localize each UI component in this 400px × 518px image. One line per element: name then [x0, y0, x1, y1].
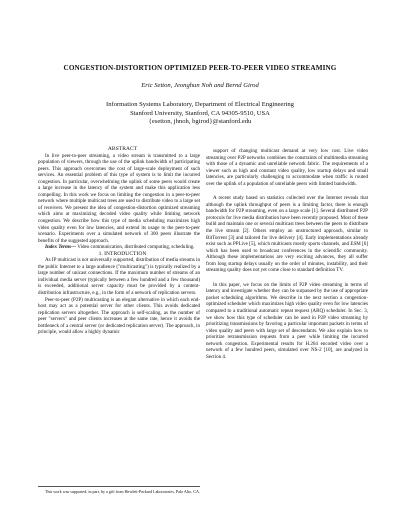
intro-paragraph-1: As IP multicast is not universally supported, distribution of media streams in the public Internet to a large audience ("multicasting") is typically realized by a large number of unicast connections. If the maximum number of streams of an individual media server (typically between a few hundred and a few thousand) is exceeded, additional server capacity must be provided by a content-distribution infrastructure, e.g., in the form of a network of replication servers.	[38, 257, 200, 297]
intro-paragraph-2: Peer-to-peer (P2P) multicasting is an elegant alternative in which each end-host may act as a potential server for other clients. This avoids dedicated replication servers altogether. The approach is self-scaling, as the number of peer "servers" and peer clients increases at the same rate, hence it avoids the bottleneck of a central server (or dedicated replication server). The approach, in principle, would allow a highly dynamic	[38, 296, 200, 336]
index-terms	[38, 244, 200, 251]
affiliation-line-1: Information Systems Laboratory, Department of Electrical Engineering	[106, 101, 294, 108]
intro-paragraph-3: support of changing multicast demand at very low cost. Live video streaming over P2P networks combines the constraints of multimedia streaming with those of a dynamic and unreliable network fabric. The requirements of a viewer such as high and constant video quality, low startup delays and small latencies, are particularly challenging to accommodate when traffic is routed over the uplink of a population of unreliable peers with limited bandwidth.	[206, 148, 368, 187]
abstract-text: In live peer-to-peer streaming, a video stream is transmitted to a large population of viewers, through the use of the uplink bandwidth of participating peers. This approach overcomes the cost of large-scale deployment of such services. An essential problem of this type of system is to limit the incurred congestion. In particular, overwhelming the uplink of some peers would create a large increase in the latency of the system and make this application less compelling. In this work we focus on limiting the congestion in a peer-to-peer network where multiple multicast trees are used to distribute video to a large set of receivers. We present the idea of congestion-distortion optimized streaming which aims at maximizing decoded video quality while limiting network congestion. We describe how this type of media scheduling maximizes high video quality even for low latencies, and extend its usage to the peer-to-peer scenario. Experiments over a simulated network of 300 peers illustrate the benefits of the suggested approach.	[38, 152, 200, 244]
affiliation-emails: {esetton, jhnoh, bgirod}@stanford.edu	[148, 118, 252, 126]
author-list: Eric Setton, Jeonghun Noh and Bernd Girod	[141, 82, 259, 89]
affiliation-block	[0, 101, 400, 127]
paper-title: CONGESTION-DISTORTION OPTIMIZED PEER-TO-PEER VIDEO STREAMING	[63, 64, 337, 72]
intro-paragraph-4: A recent study based on statistics collected over the Internet reveals that although the uplink throughput of peers is a limiting factor, there is enough bandwidth for P2P streaming, even on a large scale [1]. Several distributed P2P protocols for live media distribution have been recently proposed. Most of these build and maintain one or several multicast trees between the peers to distribute the live stream [2]. Others employ an unstructured approach, similar to BitTorrent [3] and tailored for live delivery [4]. Early implementations already exist such as PPLive [5], which multicasts mostly sports channels, and ESM [6] which has been used to broadcast conferences in the scientific community. Although these implementations are very exciting advances, they all suffer from long startup delays usually on the order of minutes, instability, and their streaming quality does not yet come close to standard definition TV.	[206, 195, 368, 274]
left-column	[38, 146, 200, 336]
index-terms-text: Video communication, distributed computing, scheduling.	[76, 244, 195, 251]
affiliation-line-2: Stanford University, Stanford, CA 94305-9510, USA	[130, 109, 270, 117]
intro-heading: 1. INTRODUCTION	[98, 250, 147, 257]
abstract-heading: ABSTRACT	[107, 146, 138, 152]
intro-paragraph-5: In this paper, we focus on the limits of P2P video streaming in terms of latency and investigate whether they can be surpassed by the use of appropriate packet scheduling algorithms. We describe in the next section a congestion-optimized scheduler which maximizes high video quality even for low latencies compared to a traditional automatic repeat request (ARQ) scheduler. In Sec. 3, we show how this type of scheduler can be used in P2P video streaming by prioritizing transmissions by favoring a particular important packets in terms of video quality and peers with large set of descendants. We also explain how to prioritize retransmission requests from a peer while limiting the incurred network congestion. Experimental results for H.264 encoded video over a network of a few hundred peers, simulated over NS-2 [10], are analyzed in Section 4.	[206, 281, 368, 360]
index-terms-label: Index Terms—	[45, 244, 77, 251]
footnote: This work was supported, in part, by a gift from Hewlett-Packard Laboratories, Palo Alto, CA.	[38, 486, 200, 494]
right-column	[206, 148, 368, 360]
